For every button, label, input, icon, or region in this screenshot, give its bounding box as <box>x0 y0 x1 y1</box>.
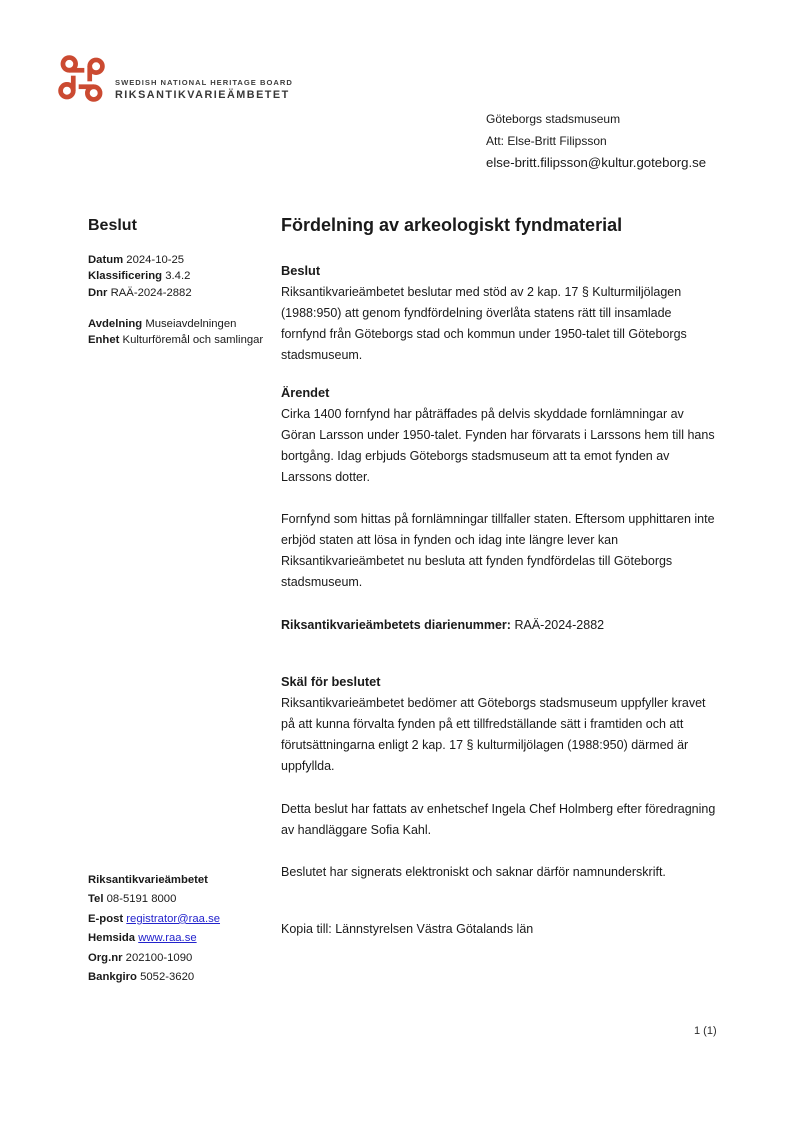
meta-row-avdelning <box>88 316 268 332</box>
diary-number-value: RAÄ-2024-2882 <box>514 618 605 632</box>
metadata-column <box>88 215 268 348</box>
recipient-email: else-britt.filipsson@kultur.goteborg.se <box>486 155 707 170</box>
section-heading-beslut: Beslut <box>281 263 321 278</box>
meta-label: Avdelning <box>88 317 143 330</box>
paragraph-arendet-2: Fornfynd som hittas på fornlämningar tillfaller staten. Eftersom upphittaren inte erbjöd staten att lösa in fynden och idag inte längre lever kan Riksantikvarieämbetet nu besluta att fynden fyndfördelas till Göteborgs stadsmuseum. <box>281 512 715 589</box>
footer-row-orgnr <box>88 949 288 968</box>
logo-org-name-en: SWEDISH NATIONAL HERITAGE BOARD <box>115 78 293 87</box>
meta-row-datum <box>88 252 268 268</box>
meta-value: Kulturföremål och samlingar <box>122 334 264 347</box>
recipient-organization: Göteborgs stadsmuseum <box>486 112 621 126</box>
footer-label: Tel <box>88 893 104 906</box>
meta-label: Dnr <box>88 286 108 299</box>
meta-label: Enhet <box>88 334 120 347</box>
main-content <box>281 213 719 940</box>
footer-value: 202100-1090 <box>125 951 193 964</box>
section-heading-arendet: Ärendet <box>281 385 330 400</box>
paragraph-decision-by: Detta beslut har fattats av enhetschef Ingela Chef Holmberg efter föredragning av handläggare Sofia Kahl. <box>281 802 716 837</box>
recipient-block <box>486 109 706 174</box>
diary-number-label: Riksantikvarieämbetets diarienummer: <box>281 618 511 632</box>
footer-label: Org.nr <box>88 951 123 964</box>
meta-value: 3.4.2 <box>165 270 191 283</box>
page-number: 1 (1) <box>694 1025 717 1037</box>
meta-label: Klassificering <box>88 270 163 283</box>
raa-logo <box>58 55 293 102</box>
paragraph-beslut: Riksantikvarieämbetet beslutar med stöd av 2 kap. 17 § Kulturmiljölagen (1988:950) att genom fyndfördelning överlåta statens rätt till insamlade fornfynd från Göteborgs stad och kommun under 1950-talet till Göteborgs stadsmuseum. <box>281 285 687 362</box>
footer-row-tel <box>88 890 288 909</box>
meta-value: Museiavdelningen <box>145 317 237 330</box>
footer-value: 5052-3620 <box>140 971 195 984</box>
footer-label: Hemsida <box>88 932 136 945</box>
footer-row-epost <box>88 910 288 929</box>
footer-value: 08-5191 8000 <box>106 893 177 906</box>
metadata-group-2 <box>88 316 268 349</box>
footer-label: E-post <box>88 912 124 925</box>
footer-email-link[interactable]: registrator@raa.se <box>126 912 221 925</box>
metadata-group-1 <box>88 252 268 301</box>
meta-row-enhet <box>88 332 268 348</box>
meta-label: Datum <box>88 254 124 266</box>
raa-kringla-icon <box>58 55 105 102</box>
footer-org-name <box>88 871 288 890</box>
footer-label: Bankgiro <box>88 971 137 984</box>
footer-org-name-text: Riksantikvarieämbetet <box>88 874 208 886</box>
recipient-attention: Att: Else-Britt Filipsson <box>486 133 607 148</box>
footer-row-bankgiro <box>88 968 288 987</box>
paragraph-signature-note: Beslutet har signerats elektroniskt och saknar därför namnunderskrift. <box>281 865 666 879</box>
paragraph-skal: Riksantikvarieämbetet bedömer att Göteborgs stadsmuseum uppfyller kravet på att kunna förvalta fynden på ett tillfredställande sätt i framtiden och att förutsättningarna enligt 2 kap. 17 § kulturmiljölagen (1988:950) därmed är uppfyllda. <box>281 696 706 773</box>
paragraph-arendet-1: Cirka 1400 fornfynd har påträffades på delvis skyddade fornlämningar av Göran Larsson under 1950-talet. Fynden har förvarats i Larssons hem till hans bortgång. Idag erbjuds Göteborgs stadsmuseum att ta emot fynden av Larssons dotter. <box>281 407 715 484</box>
page-title: Fördelning av arkeologiskt fyndmaterial <box>281 215 623 235</box>
footer-website-link[interactable]: www.raa.se <box>138 932 197 945</box>
document-type-heading: Beslut <box>88 217 137 234</box>
logo-text <box>115 78 293 102</box>
meta-value: RAÄ-2024-2882 <box>110 286 192 299</box>
logo-org-name-sv: RIKSANTIKVARIEÄMBETET <box>115 89 290 101</box>
meta-value: 2024-10-25 <box>126 254 185 266</box>
section-heading-skal: Skäl för beslutet <box>281 674 381 689</box>
copy-to-line: Kopia till: Lännstyrelsen Västra Götalands län <box>281 922 534 936</box>
footer-row-hemsida <box>88 929 288 948</box>
meta-row-dnr <box>88 285 268 301</box>
footer-contact-block <box>88 871 288 987</box>
diary-number-line <box>281 615 719 636</box>
meta-row-klassificering <box>88 268 268 284</box>
